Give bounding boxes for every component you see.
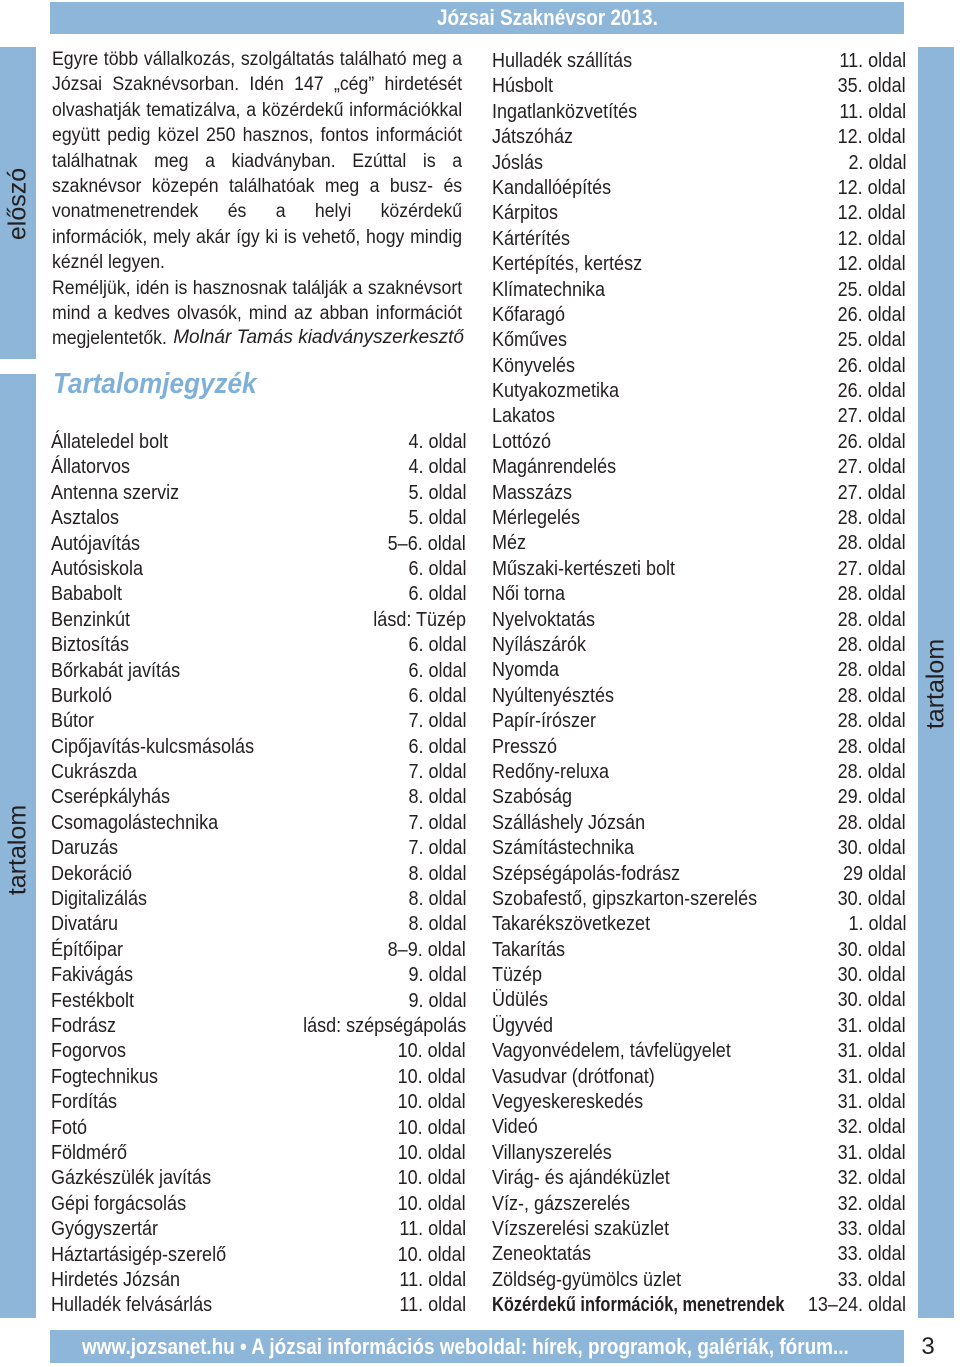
- toc-entry: [492, 557, 906, 582]
- toc-entry-topic: Daruzás: [51, 837, 119, 860]
- toc-entry-page: 29 oldal: [842, 862, 906, 885]
- toc-entry: [492, 608, 906, 633]
- toc-entry-topic: Szépségápolás-fodrász: [492, 862, 681, 885]
- toc-entry-page: 33. oldal: [837, 1243, 906, 1266]
- toc-entry: [492, 938, 906, 963]
- toc-entry-page: 9. oldal: [407, 964, 466, 987]
- toc-entry: [492, 1192, 906, 1217]
- toc-entry: [492, 785, 906, 810]
- toc-entry: [492, 963, 906, 988]
- toc-entry-topic: Szobafestő, gipszkarton-szerelés: [492, 887, 758, 910]
- toc-entry-topic: Csomagolástechnika: [51, 811, 219, 834]
- toc-entry: [51, 1268, 466, 1293]
- toc-entry-topic: Gázkészülék javítás: [51, 1167, 212, 1190]
- toc-entry-topic: Vízszerelési szaküzlet: [492, 1217, 670, 1240]
- toc-entry-page: 10. oldal: [397, 1243, 466, 1266]
- toc-entry-topic: Fogtechnikus: [51, 1065, 159, 1088]
- toc-entry: [492, 74, 906, 99]
- toc-entry-topic: Gyógyszertár: [51, 1218, 159, 1241]
- toc-entry-topic: Asztalos: [51, 507, 120, 530]
- toc-entry-topic: Festékbolt: [51, 989, 135, 1012]
- toc-entry-page: 10. oldal: [397, 1192, 466, 1215]
- toc-entry: [492, 455, 906, 480]
- toc-entry-page: 33. oldal: [837, 1217, 906, 1240]
- toc-entry-page: 25. oldal: [837, 329, 906, 352]
- toc-entry: [492, 227, 906, 252]
- toc-entry-topic: Vagyonvédelem, távfelügyelet: [492, 1040, 731, 1063]
- toc-entry: [51, 532, 466, 557]
- toc-entry-page: 8. oldal: [407, 786, 466, 809]
- toc-entry: [51, 506, 466, 531]
- toc-entry-topic: Földmérő: [51, 1141, 128, 1164]
- toc-entry-topic: Gépi forgácsolás: [51, 1192, 187, 1215]
- toc-entry-page: 12. oldal: [837, 126, 906, 149]
- toc-entry: [492, 1065, 906, 1090]
- toc-entry: [492, 354, 906, 379]
- page-number: 3: [921, 1333, 935, 1360]
- toc-entry-topic: Állatorvos: [51, 456, 131, 479]
- toc-entry: [51, 430, 466, 455]
- toc-entry: [51, 1116, 466, 1141]
- toc-entry-page: 4. oldal: [407, 431, 466, 453]
- toc-entry-page: 32. oldal: [837, 1116, 906, 1139]
- toc-entry-topic: Kárpitos: [492, 202, 559, 225]
- toc-entry: [51, 811, 466, 836]
- toc-entry-topic: Női torna: [492, 583, 566, 606]
- toc-entry-page: 28. oldal: [837, 659, 906, 682]
- toc-entry: [492, 201, 906, 226]
- toc-entry-page: 31. oldal: [837, 1040, 906, 1063]
- toc-entry-page: 33. oldal: [837, 1268, 906, 1291]
- toc-entry-topic: Virág- és ajándéküzlet: [492, 1167, 670, 1190]
- toc-entry-topic: Számítástechnika: [492, 837, 635, 860]
- toc-entry-page: 28. oldal: [837, 633, 906, 656]
- toc-entry-topic: Divatáru: [51, 913, 119, 936]
- toc-entry-page: lásd: Tüzép: [373, 608, 466, 631]
- toc-entry-page: 5. oldal: [407, 507, 466, 530]
- toc-entry-page: 26. oldal: [837, 303, 906, 326]
- toc-entry-topic: Húsbolt: [492, 75, 554, 98]
- toc-entry-page: 12. oldal: [837, 202, 906, 225]
- toc-entry-page: 6. oldal: [407, 557, 466, 580]
- toc-entry-topic: Jóslás: [492, 151, 544, 174]
- toc-entry-page: 26. oldal: [837, 430, 906, 453]
- toc-entry: [51, 709, 466, 734]
- toc-entry-page: 8. oldal: [407, 862, 466, 885]
- editor-signature: Molnár Tamás kiadványszerkesztő: [173, 327, 464, 348]
- toc-entry-page: 10. oldal: [397, 1065, 466, 1088]
- toc-entry-topic: Kandallóépítés: [492, 176, 612, 199]
- toc-entry-page: 9. oldal: [407, 989, 466, 1012]
- toc-entry: [51, 1217, 466, 1242]
- toc-entry: [492, 176, 906, 201]
- toc-entry: [492, 1090, 906, 1115]
- toc-entry-topic: Nyúltenyésztés: [492, 684, 615, 707]
- toc-entry-page: 27. oldal: [837, 481, 906, 504]
- toc-entry-topic: Kutyakozmetika: [492, 380, 620, 403]
- toc-entry-topic: Fogorvos: [51, 1040, 127, 1063]
- toc-entry-topic: Videó: [492, 1116, 538, 1139]
- toc-entry-topic: Antenna szerviz: [51, 481, 180, 504]
- toc-entry-page: 10. oldal: [397, 1040, 466, 1063]
- toc-entry-page: 28. oldal: [837, 532, 906, 555]
- toc-entry-topic: Cserépkályhás: [51, 786, 171, 809]
- toc-entry-topic: Magánrendelés: [492, 456, 617, 479]
- toc-entry-topic: Bababolt: [51, 583, 123, 606]
- side-label-contents-left: tartalom: [3, 804, 32, 896]
- toc-entry: [492, 633, 906, 658]
- toc-entry-topic: Redőny-reluxa: [492, 760, 610, 783]
- toc-entry-topic: Tüzép: [492, 964, 543, 987]
- toc-entry-page: 2. oldal: [847, 151, 906, 174]
- toc-entry: [51, 1243, 466, 1268]
- toc-entry: [51, 1293, 466, 1318]
- toc-entry-topic: Kőműves: [492, 329, 568, 352]
- toc-entry-topic: Nyomda: [492, 659, 560, 682]
- toc-entry: [492, 1242, 906, 1267]
- toc-entry-topic: Kertépítés, kertész: [492, 253, 643, 276]
- toc-entry-topic: Zöldség-gyümölcs üzlet: [492, 1268, 682, 1291]
- toc-entry-page: 31. oldal: [837, 1065, 906, 1088]
- toc-entry-topic: Fodrász: [51, 1014, 117, 1037]
- toc-entry-topic: Autójavítás: [51, 532, 141, 555]
- toc-entry-page: 28. oldal: [837, 684, 906, 707]
- toc-entry-topic: Szálláshely Józsán: [492, 811, 646, 834]
- toc-entry-topic: Fordítás: [51, 1091, 118, 1114]
- toc-entry: [492, 1217, 906, 1242]
- toc-entry-topic: Takarítás: [492, 938, 566, 961]
- side-label-foreword: előszó: [3, 167, 32, 241]
- toc-entry-page: 12. oldal: [837, 176, 906, 199]
- toc-entry-page: 6. oldal: [407, 583, 466, 606]
- toc-entry-topic: Digitalizálás: [51, 888, 148, 911]
- toc-entry-topic: Állateledel bolt: [51, 431, 169, 453]
- toc-entry-topic: Burkoló: [51, 684, 113, 707]
- toc-entry-topic: Vegyeskereskedés: [492, 1091, 644, 1114]
- toc-entry: [492, 582, 906, 607]
- toc-entry-topic: Kártérítés: [492, 227, 571, 250]
- page-title: Józsai Szaknévsor 2013.: [437, 5, 658, 30]
- toc-entry-page: 10. oldal: [397, 1167, 466, 1190]
- toc-entry: [492, 252, 906, 277]
- toc-entry-page: 5–6. oldal: [387, 532, 466, 555]
- toc-entry: [492, 100, 906, 125]
- toc-entry: [492, 49, 906, 74]
- toc-entry-page: 30. oldal: [837, 837, 906, 860]
- toc-entry-topic: Klímatechnika: [492, 278, 606, 301]
- toc-entry-page: 30. oldal: [837, 887, 906, 910]
- toc-entry: [51, 735, 466, 760]
- toc-entry: [492, 760, 906, 785]
- toc-entry-topic: Szabóság: [492, 786, 573, 809]
- toc-entry-page: 12. oldal: [837, 227, 906, 250]
- toc-heading: Tartalomjegyzék: [53, 368, 257, 400]
- toc-entry-page: 6. oldal: [407, 684, 466, 707]
- toc-entry: [492, 404, 906, 429]
- toc-entry: [492, 1115, 906, 1140]
- toc-entry-topic: Könyvelés: [492, 354, 576, 377]
- toc-entry: [492, 481, 906, 506]
- intro-text: [52, 47, 462, 352]
- toc-entry-topic: Cipőjavítás-kulcsmásolás: [51, 735, 255, 758]
- toc-entry: [492, 912, 906, 937]
- toc-entry-page: 7. oldal: [407, 710, 466, 733]
- toc-entry-page: 27. oldal: [837, 456, 906, 479]
- toc-entry: [51, 1141, 466, 1166]
- toc-entry-topic: Víz-, gázszerelés: [492, 1192, 631, 1215]
- toc-entry-page: 7. oldal: [407, 761, 466, 784]
- toc-entry-page: 28. oldal: [837, 735, 906, 758]
- toc-entry: [492, 1293, 906, 1318]
- toc-entry: [51, 760, 466, 785]
- toc-entry-topic: Papír-írószer: [492, 710, 597, 733]
- toc-entry: [51, 836, 466, 861]
- toc-entry-page: 28. oldal: [837, 608, 906, 631]
- toc-entry: [492, 1268, 906, 1293]
- toc-entry-page: 11. oldal: [399, 1268, 466, 1291]
- toc-entry-topic: Játszóház: [492, 126, 574, 149]
- toc-entry-topic: Nyílászárók: [492, 633, 587, 656]
- toc-entry-page: 28. oldal: [837, 760, 906, 783]
- toc-entry: [51, 582, 466, 607]
- toc-entry-page: 25. oldal: [837, 278, 906, 301]
- intro-paragraph: Reméljük, idén is hasznosnak találják a szaknévsort mind a kedves olvasók, mind az abban információt megjelentetők.: [52, 277, 463, 350]
- toc-entry: [51, 912, 466, 937]
- toc-entry: [492, 988, 906, 1013]
- toc-entry-topic: Autósiskola: [51, 557, 144, 580]
- toc-entry: [492, 531, 906, 556]
- toc-entry-topic: Biztosítás: [51, 634, 130, 657]
- toc-entry-topic: Lakatos: [492, 405, 556, 428]
- toc-entry: [492, 1166, 906, 1191]
- toc-entry-page: 11. oldal: [839, 50, 906, 72]
- toc-entry-topic: Hulladék felvásárlás: [51, 1294, 213, 1317]
- toc-entry: [492, 1141, 906, 1166]
- toc-entry-topic: Háztartásigép-szerelő: [51, 1243, 227, 1266]
- toc-entry-page: 7. oldal: [407, 837, 466, 860]
- toc-entry: [492, 811, 906, 836]
- toc-entry: [492, 430, 906, 455]
- toc-entry: [51, 481, 466, 506]
- toc-entry: [51, 633, 466, 658]
- toc-entry: [492, 303, 906, 328]
- toc-entry-page: 5. oldal: [407, 481, 466, 504]
- toc-entry-topic: Méz: [492, 532, 527, 555]
- toc-entry: [492, 1039, 906, 1064]
- toc-entry-topic: Kőfaragó: [492, 303, 566, 326]
- toc-entry-page: 6. oldal: [407, 634, 466, 657]
- toc-entry-topic: Lottózó: [492, 430, 552, 453]
- toc-entry: [51, 1039, 466, 1064]
- toc-entry-page: 28. oldal: [837, 583, 906, 606]
- side-label-contents-right: tartalom: [921, 638, 950, 730]
- toc-entry: [51, 938, 466, 963]
- toc-entry-topic: Cukrászda: [51, 761, 138, 784]
- toc-entry-page: 11. oldal: [399, 1294, 466, 1317]
- toc-entry: [51, 862, 466, 887]
- toc-entry-page: 11. oldal: [839, 100, 906, 123]
- toc-column-right: [492, 49, 906, 1319]
- toc-entry: [492, 862, 906, 887]
- toc-entry: [492, 735, 906, 760]
- toc-entry-topic: Ügyvéd: [492, 1014, 554, 1037]
- toc-entry-page: 12. oldal: [837, 253, 906, 276]
- toc-entry-topic: Masszázs: [492, 481, 573, 504]
- toc-entry-topic: Benzinkút: [51, 608, 131, 631]
- toc-entry: [51, 1192, 466, 1217]
- toc-entry: [51, 887, 466, 912]
- toc-entry-page: 8. oldal: [407, 888, 466, 911]
- toc-entry-page: 10. oldal: [397, 1116, 466, 1139]
- toc-entry-page: 13–24. oldal: [807, 1294, 906, 1317]
- toc-entry-page: 31. oldal: [837, 1091, 906, 1114]
- toc-entry-page: 35. oldal: [837, 75, 906, 98]
- toc-entry-page: 29. oldal: [837, 786, 906, 809]
- toc-entry-topic: Fakivágás: [51, 964, 134, 987]
- toc-entry-topic: Takarékszövetkezet: [492, 913, 651, 936]
- footer-website-link[interactable]: www.jozsanet.hu • A józsai információs weboldal: hírek, programok, galériák, fórum...: [82, 1334, 849, 1359]
- toc-entry-page: 31. oldal: [837, 1014, 906, 1037]
- toc-entry-topic: Fotó: [51, 1116, 88, 1139]
- toc-entry: [51, 1166, 466, 1191]
- toc-entry-page: 6. oldal: [407, 659, 466, 682]
- toc-entry-page: 30. oldal: [837, 938, 906, 961]
- toc-entry-page: 26. oldal: [837, 380, 906, 403]
- toc-entry-topic: Hulladék szállítás: [492, 50, 633, 72]
- toc-entry: [492, 125, 906, 150]
- toc-entry-page: 1. oldal: [847, 913, 906, 936]
- toc-entry: [51, 684, 466, 709]
- toc-entry: [492, 887, 906, 912]
- toc-entry-topic: Presszó: [492, 735, 558, 758]
- toc-entry-page: 4. oldal: [407, 456, 466, 479]
- toc-entry-topic: Hirdetés Józsán: [51, 1268, 181, 1291]
- toc-entry-page: 8–9. oldal: [387, 938, 466, 961]
- toc-entry-page: 7. oldal: [407, 811, 466, 834]
- toc-entry-page: 32. oldal: [837, 1167, 906, 1190]
- toc-entry: [492, 658, 906, 683]
- toc-entry: [51, 989, 466, 1014]
- toc-entry-page: 30. oldal: [837, 989, 906, 1012]
- toc-entry: [51, 659, 466, 684]
- toc-entry: [51, 1014, 466, 1039]
- intro-paragraph: Egyre több vállalkozás, szolgáltatás található meg a Józsai Szaknévsorban. Idén 147 „cég” hirdetését olvashatják tematizálva, a közérdekű információkkal együtt pedig közel 250 hasznos, fontos információt találhatnak meg a kiadványban. Ezúttal is a szaknévsor közepén találhatóak meg a busz- és vonatmenetrendek és a helyi közérdekű információk, mely akár így ki is vehető, hogy mindig kéznél legyen.: [52, 49, 463, 274]
- toc-entry-page: 30. oldal: [837, 964, 906, 987]
- toc-column-left: [51, 430, 466, 1319]
- toc-entry-page: 10. oldal: [397, 1091, 466, 1114]
- toc-entry: [51, 963, 466, 988]
- toc-entry-page: 11. oldal: [399, 1218, 466, 1241]
- toc-entry: [492, 836, 906, 861]
- toc-entry: [51, 1090, 466, 1115]
- toc-entry-topic: Ingatlanközvetítés: [492, 100, 638, 123]
- toc-entry: [492, 151, 906, 176]
- toc-entry: [51, 557, 466, 582]
- toc-entry-page: 28. oldal: [837, 710, 906, 733]
- toc-entry-topic: Zeneoktatás: [492, 1243, 592, 1266]
- toc-entry-topic: Üdülés: [492, 989, 549, 1012]
- toc-entry-topic: Bőrkabát javítás: [51, 659, 181, 682]
- toc-entry-topic: Bútor: [51, 710, 95, 733]
- toc-entry-topic: Építőipar: [51, 938, 124, 961]
- toc-entry-page: 10. oldal: [397, 1141, 466, 1164]
- toc-entry-topic: Dekoráció: [51, 862, 133, 885]
- toc-entry: [492, 1014, 906, 1039]
- toc-entry-page: 28. oldal: [837, 811, 906, 834]
- toc-entry-page: 6. oldal: [407, 735, 466, 758]
- toc-entry: [492, 684, 906, 709]
- toc-entry-page: 32. oldal: [837, 1192, 906, 1215]
- toc-entry: [492, 379, 906, 404]
- toc-entry: [492, 506, 906, 531]
- toc-entry-page: 27. oldal: [837, 557, 906, 580]
- toc-entry-topic: Közérdekű információk, menetrendek: [492, 1294, 785, 1317]
- toc-entry: [51, 785, 466, 810]
- toc-entry-topic: Villanyszerelés: [492, 1141, 612, 1164]
- toc-entry-page: 27. oldal: [837, 405, 906, 428]
- toc-entry: [492, 709, 906, 734]
- toc-entry: [492, 278, 906, 303]
- toc-entry-page: lásd: szépségápolás: [302, 1014, 466, 1037]
- toc-entry-topic: Vasudvar (drótfonat): [492, 1065, 655, 1088]
- toc-entry-topic: Mérlegelés: [492, 507, 581, 530]
- toc-entry-page: 28. oldal: [837, 507, 906, 530]
- toc-entry: [51, 1065, 466, 1090]
- toc-entry: [492, 328, 906, 353]
- toc-entry: [51, 455, 466, 480]
- toc-entry: [51, 608, 466, 633]
- toc-entry-topic: Nyelvoktatás: [492, 608, 596, 631]
- toc-entry-topic: Műszaki-kertészeti bolt: [492, 557, 676, 580]
- toc-entry-page: 31. oldal: [837, 1141, 906, 1164]
- toc-entry-page: 8. oldal: [407, 913, 466, 936]
- toc-entry-page: 26. oldal: [837, 354, 906, 377]
